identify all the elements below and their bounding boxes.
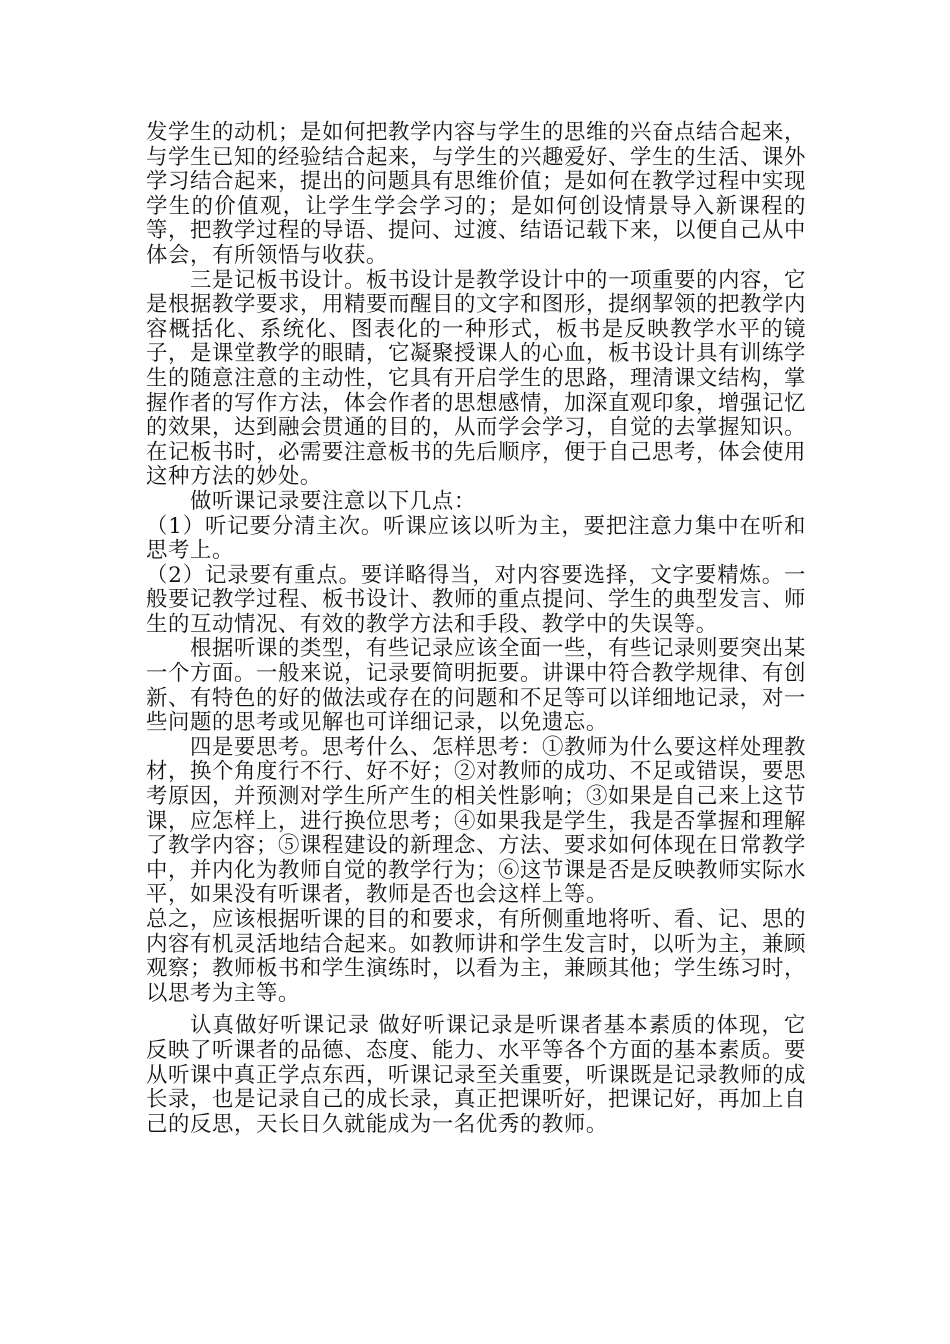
paragraph-point-1: （1）听记要分清主次。听课应该以听为主，要把注意力集中在听和思考上。 <box>146 513 806 564</box>
document-body <box>146 121 806 1137</box>
paragraph-blackboard-design: 三是记板书设计。板书设计是教学设计中的一项重要的内容，它是根据教学要求，用精要而醒目的文字和图形，提纲挈领的把教学内容概括化、系统化、图表化的一种形式，板书是反映教学水平的镜子，是课堂教学的眼睛，它凝聚授课人的心血，板书设计具有训练学生的随意注意的主动性，它具有开启学生的思路，理清课文结构，掌握作者的写作方法，体会作者的思想感情，加深直观印象，增强记忆的效果，达到融会贯通的目的，从而学会学习，自觉的去掌握知识。在记板书时，必需要注意板书的先后顺序，便于自己思考，体会使用这种方法的妙处。 <box>146 267 806 490</box>
paragraph-point-2: （2）记录要有重点。要详略得当，对内容要选择，文字要精炼。一般要记教学过程、板书设计、教师的重点提问、学生的典型发言、师生的互动情况、有效的教学方法和手段、教学中的失误等。 <box>146 562 806 637</box>
paragraph-lesson-types: 根据听课的类型，有些记录应该全面一些，有些记录则要突出某一个方面。一般来说，记录要简明扼要。讲课中符合教学规律、有创新、有特色的好的做法或存在的问题和不足等可以详细地记录，对一些问题的思考或见解也可详细记录，以免遗忘。 <box>146 636 806 736</box>
paragraph-thinking: 四是要思考。思考什么、怎样思考：①教师为什么要这样处理教材，换个角度行不行、好不好；②对教师的成功、不足或错误，要思考原因，并预测对学生所产生的相关性影响；③如果是自己来上这节课，应怎样上，进行换位思考；④如果我是学生，我是否掌握和理解了教学内容；⑤课程建设的新理念、方法、要求如何体现在日常教学中，并内化为教师自觉的教学行为；⑥这节课是否是反映教师实际水平，如果没有听课者，教师是否也会这样上等。 <box>146 734 806 908</box>
paragraph-motivation: 发学生的动机；是如何把教学内容与学生的思维的兴奋点结合起来，与学生已知的经验结合起来，与学生的兴趣爱好、学生的生活、课外学习结合起来，提出的问题具有思维价值；是如何在教学过程中实现学生的价值观，让学生学会学习的；是如何创设情景导入新课程的等，把教学过程的导语、提问、过渡、结语记载下来，以便自己从中体会，有所领悟与收获。 <box>146 120 806 268</box>
paragraph-notes-heading: 做听课记录要注意以下几点： <box>190 488 476 514</box>
paragraph-summary: 总之，应该根据听课的目的和要求，有所侧重地将听、看、记、思的内容有机灵活地结合起来。如教师讲和学生发言时，以听为主，兼顾观察；教师板书和学生演练时，以看为主，兼顾其他；学生练习时，以思考为主等。 <box>146 907 806 1006</box>
paragraph-conclusion: 认真做好听课记录 做好听课记录是听课者基本素质的体现，它反映了听课者的品德、态度、能力、水平等各个方面的基本素质。要从听课中真正学点东西，听课记录至关重要，听课既是记录教师的成长录，也是记录自己的成长录，真正把课听好，把课记好，再加上自己的反思，天长日久就能成为一名优秀的教师。 <box>146 1013 806 1137</box>
